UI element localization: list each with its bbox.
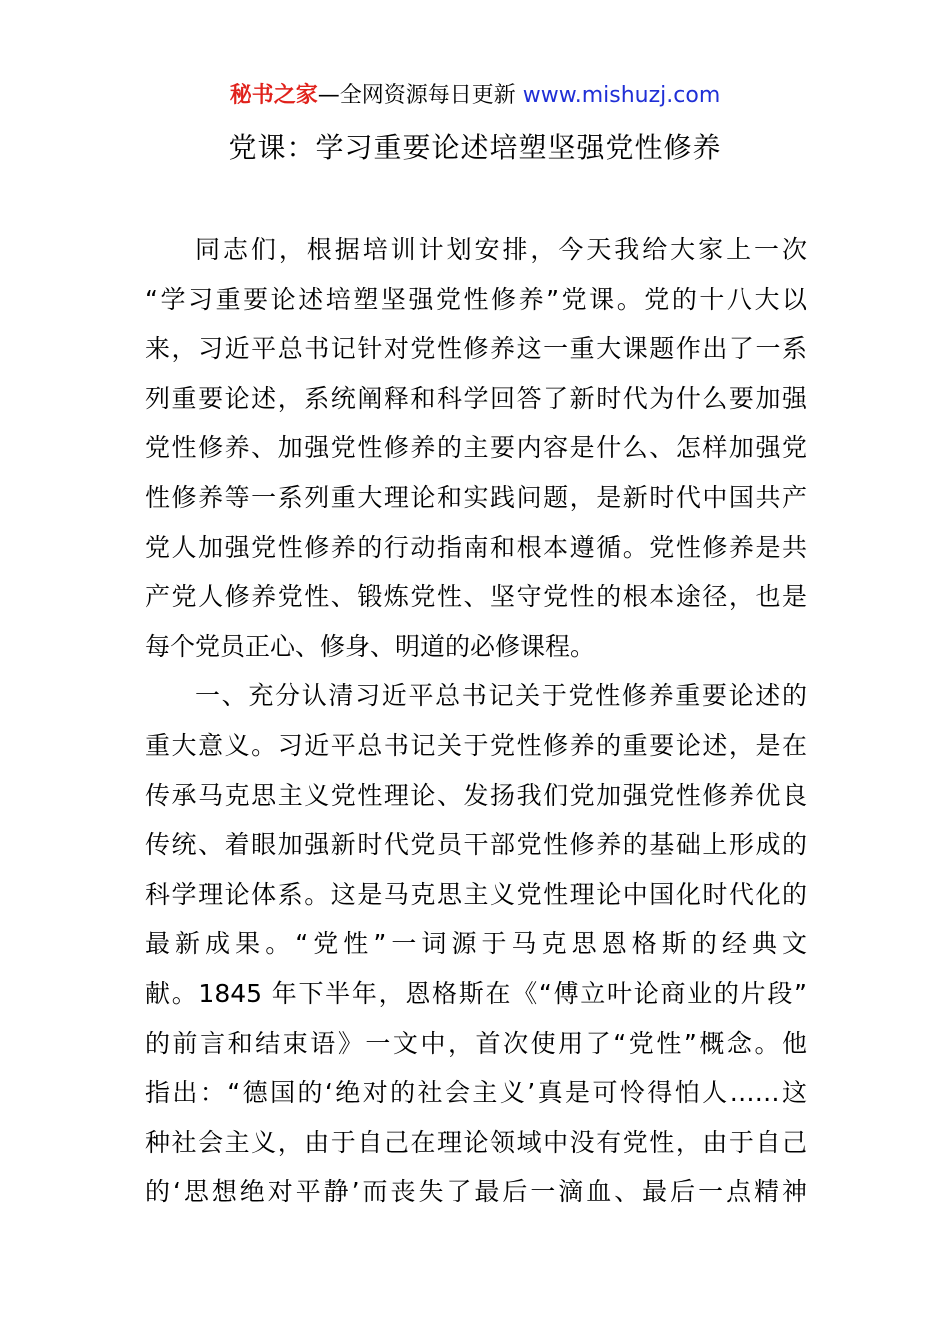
site-brand: 秘书之家 bbox=[229, 83, 318, 108]
body-line: 最新成果。“党性”一词源于马克思恩格斯的经典文 bbox=[145, 929, 807, 959]
body-line: 的‘思想绝对平静’而丧失了最后一滴血、最后一点精神 bbox=[145, 1177, 807, 1207]
body-line: 党人加强党性修养的行动指南和根本遵循。党性修养是共 bbox=[145, 532, 807, 562]
site-url-link[interactable]: www.mishuzj.com bbox=[522, 83, 721, 108]
document-title: 党课：学习重要论述培塑坚强党性修养 bbox=[228, 131, 722, 164]
body-line: 传承马克思主义党性理论、发扬我们党加强党性修养优良 bbox=[145, 780, 807, 810]
body-line: 党性修养、加强党性修养的主要内容是什么、怎样加强党 bbox=[145, 433, 807, 463]
document-body bbox=[145, 225, 807, 1217]
body-line: 献。1845 年下半年，恩格斯在《“傅立叶论商业的片段” bbox=[145, 978, 807, 1008]
body-line: 传统、着眼加强新时代党员干部党性修养的基础上形成的 bbox=[145, 830, 807, 860]
body-line: 列重要论述，系统阐释和科学回答了新时代为什么要加强 bbox=[145, 383, 807, 413]
site-header bbox=[0, 80, 950, 112]
body-line: 来，习近平总书记针对党性修养这一重大课题作出了一系 bbox=[145, 334, 807, 364]
body-line: 的前言和结束语》一文中，首次使用了“党性”概念。他 bbox=[145, 1028, 807, 1058]
body-line: “学习重要论述培塑坚强党性修养”党课。党的十八大以 bbox=[145, 284, 807, 314]
body-line: 产党人修养党性、锻炼党性、坚守党性的根本途径，也是 bbox=[145, 582, 807, 612]
body-line: 种社会主义，由于自己在理论领域中没有党性，由于自己 bbox=[145, 1127, 807, 1157]
body-line: 性修养等一系列重大理论和实践问题，是新时代中国共产 bbox=[145, 482, 807, 512]
body-line: 同志们，根据培训计划安排，今天我给大家上一次 bbox=[195, 235, 807, 264]
body-line: 重大意义。习近平总书记关于党性修养的重要论述，是在 bbox=[145, 730, 807, 760]
body-line: 科学理论体系。这是马克思主义党性理论中国化时代化的 bbox=[145, 879, 807, 909]
site-tagline: —全网资源每日更新 bbox=[317, 83, 516, 108]
body-line: 一、充分认清习近平总书记关于党性修养重要论述的 bbox=[195, 681, 807, 711]
body-line: 每个党员正心、修身、明道的必修课程。 bbox=[145, 631, 596, 661]
body-line: 指出：“德国的‘绝对的社会主义’真是可怜得怕人……这 bbox=[145, 1078, 807, 1108]
